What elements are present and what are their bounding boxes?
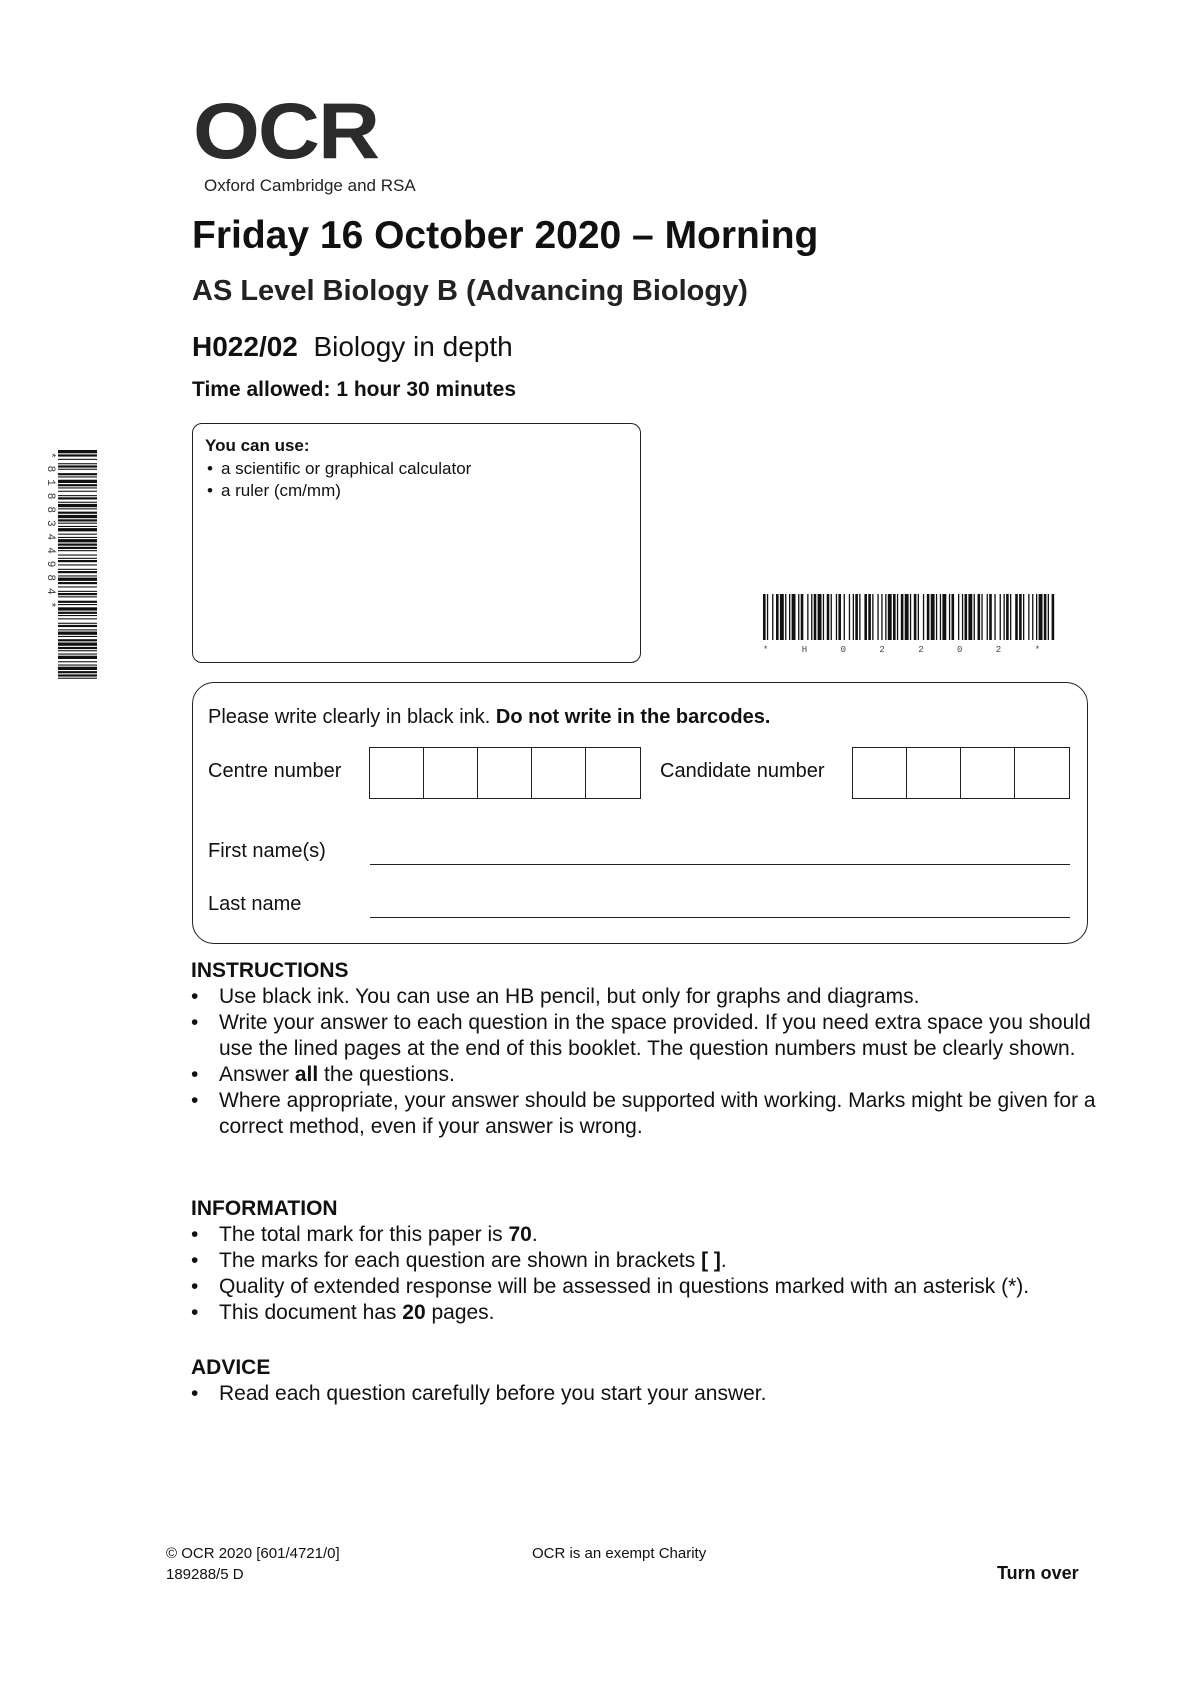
barcode-warning: Do not write in the barcodes.	[495, 706, 771, 728]
document-reference: 189288/5 D	[166, 1566, 244, 1583]
paper-name: Biology in depth	[313, 331, 513, 362]
instruction-item: • Write your answer to each question in the space provided. If you need extra space you should use the lined pages at the end of this booklet. The question numbers must be clearly shown.	[191, 1010, 1119, 1062]
centre-number-field[interactable]	[369, 747, 641, 799]
centre-number-cell[interactable]	[370, 748, 424, 798]
information-item: • The total mark for this paper is 70.	[191, 1222, 1119, 1248]
ink-instruction	[208, 706, 770, 729]
advice-section	[191, 1355, 1119, 1407]
centre-number-cell[interactable]	[586, 748, 640, 798]
subject-title: AS Level Biology B (Advancing Biology)	[192, 275, 748, 307]
vertical-barcode	[42, 450, 97, 682]
candidate-number-cell[interactable]	[853, 748, 907, 798]
candidate-number-cell[interactable]	[961, 748, 1015, 798]
equipment-heading: You can use:	[205, 436, 310, 455]
paper-code-line	[192, 331, 513, 363]
centre-number-cell[interactable]	[532, 748, 586, 798]
instructions-heading: INSTRUCTIONS	[191, 959, 349, 982]
candidate-number-cell[interactable]	[907, 748, 961, 798]
paper-code: H022/02	[192, 331, 298, 362]
instruction-item: • Where appropriate, your answer should be supported with working. Marks might be given for a correct method, even if your answer is wrong.	[191, 1088, 1119, 1140]
horizontal-barcode	[763, 594, 1055, 654]
instructions-section	[191, 958, 1119, 1140]
information-item: • The marks for each question are shown in brackets [ ].	[191, 1248, 1119, 1274]
equipment-item: • a ruler (cm/mm)	[205, 480, 628, 502]
centre-number-label: Centre number	[208, 760, 342, 782]
charity-notice: OCR is an exempt Charity	[532, 1545, 707, 1562]
first-name-field[interactable]	[370, 864, 1070, 865]
equipment-box	[192, 423, 641, 663]
ink-instruction-text: Please write clearly in black ink.	[208, 706, 491, 728]
centre-number-cell[interactable]	[424, 748, 478, 798]
advice-heading: ADVICE	[191, 1356, 271, 1379]
information-section	[191, 1196, 1119, 1326]
ocr-logo: OCR	[193, 87, 379, 176]
advice-item: • Read each question carefully before you start your answer.	[191, 1381, 1119, 1407]
copyright-notice: © OCR 2020 [601/4721/0]	[166, 1545, 340, 1562]
last-name-label: Last name	[208, 893, 302, 915]
time-allowed: Time allowed: 1 hour 30 minutes	[192, 378, 517, 401]
instruction-item: • Answer all the questions.	[191, 1062, 1119, 1088]
information-heading: INFORMATION	[191, 1197, 338, 1220]
centre-number-cell[interactable]	[478, 748, 532, 798]
candidate-number-label: Candidate number	[660, 760, 825, 782]
instruction-item: • Use black ink. You can use an HB pencil, but only for graphs and diagrams.	[191, 984, 1119, 1010]
horizontal-barcode-text: * H 0 2 2 0 2 *	[763, 645, 1055, 654]
exam-date-title: Friday 16 October 2020 – Morning	[192, 214, 819, 257]
first-name-label: First name(s)	[208, 840, 326, 862]
ocr-logo-subtitle: Oxford Cambridge and RSA	[204, 176, 416, 195]
vertical-barcode-text: *8188344984*	[44, 452, 56, 616]
last-name-field[interactable]	[370, 917, 1070, 918]
equipment-item: • a scientific or graphical calculator	[205, 458, 628, 480]
information-item: • This document has 20 pages.	[191, 1300, 1119, 1326]
information-item: • Quality of extended response will be assessed in questions marked with an asterisk (*).	[191, 1274, 1119, 1300]
candidate-number-field[interactable]	[852, 747, 1070, 799]
turn-over-label: Turn over	[997, 1563, 1079, 1583]
candidate-number-cell[interactable]	[1015, 748, 1069, 798]
